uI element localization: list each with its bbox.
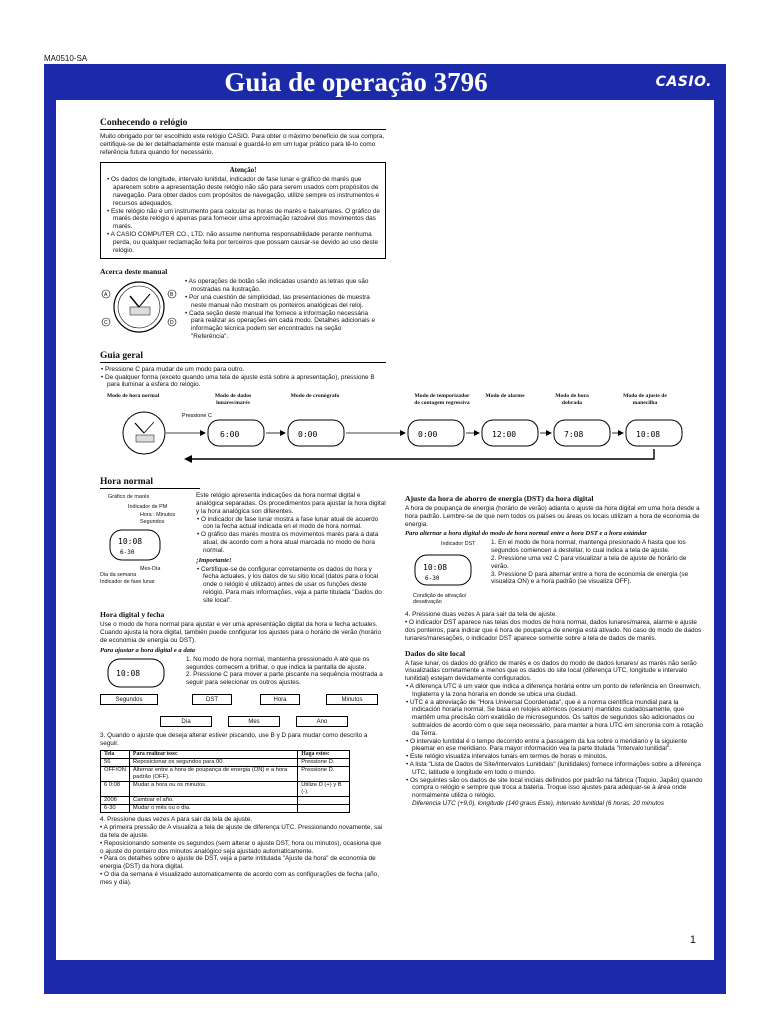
seconds-label: Segundos — [140, 519, 165, 526]
svg-text:B: B — [170, 292, 174, 299]
page-title: Guia de operação 3796 — [224, 67, 488, 97]
digital-step3: 3. Quando o ajuste que deseja alterar estiver piscando, use B y D para mudar como descrito a seguir. — [100, 731, 368, 747]
return-arrow — [184, 449, 654, 463]
digital-step: 2. Pressione C para mover a parte piscante na sequência mostrada a seguir para selecionar os outros ajustes. — [186, 671, 383, 687]
month-day-label: Mes-Día — [140, 566, 161, 573]
table-row: 56 Reposicionar os segundos para 00 Pressione D. — [101, 759, 350, 767]
mode-display — [626, 420, 682, 446]
timekeeping-item: • O gráfico das marés mostra os movimentos marés para a data atual, de acordo com a hora atual marcada no modo de hora normal. — [196, 531, 386, 554]
flow-step-day: Día — [160, 716, 212, 727]
attention-item: • A CASIO COMPUTER CO., LTD. não assume nenhuma responsabilidade perante nenhuma perda, ou qualquer reclamação feita por terceiros que possam causar-se devido ao uso deste relógio. — [106, 231, 380, 254]
digital-after: • Para os detalhes sobre o ajuste de DST, veja a parte intitulada "Ajuste da hora" de economia de energia (DST) da hora digital. — [100, 855, 376, 871]
intro-text: Muito obrigado por ter escolhido este relógio CASIO. Para obter o máximo benefício de sua compra, certifique-se de ler detalhadamente este manual e guardá-lo em um lugar prático para tê-lo como referência futura quando for necessário. — [100, 133, 385, 156]
dst-step: 3. Pressione D para alternar entre a hora de economia de energia (se visualiza ON) e a hora padrão (se visualiza OFF). — [491, 570, 689, 586]
arrow-icon — [540, 430, 552, 436]
general-item: • De qualquer forma (exceto quando uma tela de ajuste está sobre a apresentação), pressione B para iluminar a esfera do relógio. — [100, 374, 386, 390]
mode-display — [482, 420, 538, 446]
model-code: MA0510-SA — [44, 54, 88, 63]
mode-label-countdown: Modo de temporizador de contagem regressiva — [414, 393, 470, 406]
casio-logo: CASIO. — [655, 74, 712, 90]
mode-display — [208, 420, 264, 446]
dst-after: 4. Pressione duas vezes A para sair da tela de ajuste. — [405, 611, 558, 619]
setting-table — [100, 750, 350, 813]
local-item: • A diferença UTC é um valor que indica a diferença horária entre um ponto de referência en Greenwich, Inglaterra y la zona horaria en donde se ubica una ciudad. — [405, 683, 705, 699]
svg-text:6-30: 6-30 — [120, 549, 135, 557]
svg-text:0:00: 0:00 — [418, 430, 438, 440]
dst-step: 2. Pressione uma vez C para visualizar a tela de ajuste de horário de verão. — [491, 554, 687, 570]
arrow-icon — [612, 430, 624, 436]
mode-label-moon-tide: Modo de dados lunares/marés — [214, 393, 252, 406]
attention-item: • Os dados de longitude, intervalo lunitidal, indicador de fase lunar e gráfico de marés que aparecem sobre a apresentação deste relógio não são para serem usados com propósitos de navegação. Para obter dados com propósitos de navegação, utilize sempre os instrumentos e recursos adequados. — [106, 176, 380, 207]
mode-display — [408, 420, 464, 446]
dst-row — [405, 539, 705, 611]
local-defaults: Diferencia UTC (+9,0), longitude (140 graus Este), intervalo lunitidal (6 horas, 20 minutos — [412, 799, 665, 807]
digital-after: 4. Pressione duas vezes A para sair da tela de ajuste. — [100, 816, 253, 824]
local-text: A fase lunar, os dados do gráfico de marés e os dados do modo de dados lunares/ as marés não serão visualizadas corretamente a menos que os dados do site local (diferença UTC, longitude e intervalo lunitidal) estejam devidamente configurados. — [405, 659, 697, 683]
table-row: 2006 Cambiar el año. — [101, 797, 350, 805]
svg-text:C: C — [104, 320, 108, 327]
watch-face-icon — [100, 278, 178, 336]
dst-after: • O indicador DST aparece nas telas dos modos de hora normal, dados lunares/marea, alarme e ajuste dos ponteiros, para indicar que é hora de poupança de energia está ativado. No caso do modo de dados lunares/maresações, o indicador DST aparece somente sobre a tela de dados de marés. — [405, 619, 702, 642]
digital-steps — [186, 656, 386, 690]
watch-face-icon — [405, 551, 483, 591]
dst-heading: Ajuste da hora de ahorro de energia (DST) da hora digital — [405, 494, 594, 503]
mode-diagram — [100, 393, 700, 471]
local-item: • A lista "Lista de Dados de Site/Intervalos Lunitidais" (lunitidales) fornece informações sobre a diferença UTC, latitude e longitude em todo o mundo. — [405, 761, 705, 777]
pm-indicator-label: Indicador de PM — [128, 504, 168, 511]
day-of-week-label: Dia da semana — [100, 572, 137, 579]
svg-text:D: D — [170, 320, 174, 327]
digital-heading: Hora digital y fecha — [100, 610, 165, 620]
watch-face-icon — [100, 656, 180, 690]
important-title: ¡Importante! — [196, 556, 232, 564]
mode-display — [554, 420, 610, 446]
flow-step-year: Ano — [296, 716, 348, 727]
dst-indicator-label: Indicador DST — [441, 541, 476, 548]
arrow-icon — [466, 430, 480, 436]
about-heading: Acerca deste manual — [100, 267, 168, 277]
mode-label-dual-time: Modo de hora dobrada — [555, 393, 589, 406]
svg-text:A: A — [104, 292, 108, 299]
timekeeping-text — [196, 492, 386, 604]
digital-text: Use o modo de hora normal para ajustar e ver uma apresentação digital da hora e fecha actuales. Cuando ajusta la hora digital, también puede configurar los ajustes para o horário de verão (horário de economia de energia ou DST). — [100, 621, 382, 645]
dst-steps — [491, 539, 701, 611]
local-item: • UTC é a abreviação de "Hora Universal Coordenada", que é a norma científica mundial para la indicación horaria normal. Se basa en relojes atómicos (cesium) mantidos cuidadosamente, que mantêm uma precisão com exatidão de microsegundos. Os saltos de segundos são adicionados ou subtraídos de acordo com o que seja necessário, para manter a hora UTC em sincronia com a rotação da Terra. — [405, 699, 705, 738]
important-item: • Certifique-se de configurar corretamente os dados do hora y fecha actuales, y los datos de su sitio local (datos para o local onde o relógio é utilizado) antes de usar os funções deste relógio. Para mais informações, veja a parte titulada "Dados do site local". — [196, 566, 386, 605]
attention-box — [100, 162, 386, 259]
arrow-icon — [166, 430, 206, 436]
dst-text: A hora de poupança de energia (horário de verão) adianta o ajuste da hora digital em uma hora desde a hora padrão. Lembre-se de que nem todos os países ou áreas os locais utilizam a hora de economia de energia. — [405, 505, 700, 528]
digital-row — [100, 656, 386, 690]
about-item: • As operações de botão são indicadas usando as letras que são mostradas na ilustração. — [184, 278, 380, 294]
flow-step-month: Mes — [228, 716, 280, 727]
flow-step-minutes: Minutos — [326, 694, 378, 705]
mode-label-hand-setting: Modo de ajuste de manecilha — [623, 393, 667, 406]
timekeeping-row — [100, 492, 386, 604]
mode-label-alarm: Modo de alarme — [485, 393, 525, 400]
hour-minutes-label: Hora : Minutos — [140, 512, 176, 519]
timekeeping-intro: Este relógio apresenta indicações da hora normal digital e analógica separadas. Os procedimentos para ajustar la hora digital y la hora analógica son diferentes. — [196, 492, 386, 515]
table-row: 6-30 Mudar o mês ou o dia. — [101, 805, 350, 813]
digital-subheading: Para ajustar a hora digital e a data — [100, 646, 196, 654]
table-header: Haga estos: — [298, 751, 350, 759]
arrow-icon — [346, 430, 406, 436]
flow-step-dst: DST — [192, 694, 232, 705]
attention-title: Atenção! — [229, 166, 257, 175]
about-row — [100, 278, 386, 340]
intro-heading: Conhecendo o relógio — [100, 118, 386, 130]
about-item: • Por una cuestión de simplicidad, las presentaciones de muestra neste manual não mostram os ponteiros analógicas del reloj. — [184, 294, 380, 310]
digital-step: 1. No modo de hora normal, mantenha pressionado A até que os segundos comecem a brilhar, o que indica la pantalla de ajuste. — [186, 655, 370, 671]
digital-after: • O dia da semana é visualizado automaticamente de acordo com as configurações de fecha (año, mes y día). — [100, 871, 379, 886]
svg-text:10:08: 10:08 — [118, 537, 143, 547]
watch-face-icon — [100, 526, 170, 566]
right-column — [405, 492, 705, 808]
svg-text:6-30: 6-30 — [425, 575, 440, 583]
timekeeping-heading: Hora normal — [100, 477, 200, 489]
svg-text:6:00: 6:00 — [220, 430, 240, 440]
moon-phase-label: Indicador de fase lunar — [100, 579, 155, 586]
timekeeping-item: • O indicador de fase lunar mostra a fase lunar atual de acuerdo con la fecha actual indicada en el modo de hora normal. — [196, 516, 386, 532]
table-row: OFF/ON Alternar entre a hora de poupança de energia (ON) e a hora padrão (OFF). Pressione D. — [101, 767, 350, 782]
dst-figure — [405, 539, 485, 611]
page-number: 1 — [689, 934, 696, 946]
table-header: Para realizar isso: — [129, 751, 297, 759]
local-item: • O intervalo lunitidal é o tempo decorrido entre a passagem da lua sobre o meridiano y la siguiente pleamar en ese meridiano. Para mayor información vea la parte titulada "Intervalo lunitidal". — [405, 738, 705, 754]
attention-item: • Este relógio não é um instrumento para calcular as horas de marés e baixamares. O gráfico de marés deste relógio é apenas para fornecer uma aproximação razoável dos movimentos das marés. — [106, 208, 380, 231]
local-item: • Este relógio visualiza intervalos lunais em termos de horas e minutos. — [405, 753, 705, 761]
table-row: 6 0:08 Mudar a hora ou os minutos. Utilize D (+) y B (-). — [101, 782, 350, 797]
svg-text:7:08: 7:08 — [564, 430, 584, 440]
arrow-icon — [266, 430, 286, 436]
mode-flow-svg — [100, 409, 700, 469]
svg-text:12:00: 12:00 — [492, 430, 517, 440]
local-heading: Dados do site local — [405, 648, 466, 658]
general-heading: Guia geral — [100, 351, 386, 363]
watch-face-icon — [123, 412, 165, 454]
mode-label-timekeeping: Modo de hora normal — [106, 393, 160, 400]
dst-subheading: Para alternar a hora digital do modo de hora normal entre a hora DST e a hora estándar — [405, 530, 647, 538]
timekeeping-figure — [100, 492, 190, 588]
press-c-label: Pressione C — [182, 413, 212, 420]
dst-on-off-label: Condição de ativação/ desativação — [413, 593, 467, 606]
digital-after: • A primeira pressão de A visualiza a tela de ajuste de diferença UTC. Pressionando novamente, sai da tela de ajuste. — [100, 824, 383, 840]
table-header: Tela — [101, 751, 130, 759]
svg-text:10:08: 10:08 — [423, 563, 448, 573]
digital-after: • Reposicionando somente os segundos (sem alterar o ajuste DST, hora ou minutos), ocasiona que o ajuste do ponteiro dos minutos analógico seja ajustado automaticamente. — [100, 839, 382, 855]
mode-display — [288, 420, 344, 446]
flow-step-seconds: Segundos — [100, 694, 158, 705]
svg-text:0:00: 0:00 — [298, 430, 318, 440]
mode-label-stopwatch: Modo de cronógrafo — [290, 393, 340, 400]
setting-sequence — [100, 694, 363, 728]
svg-text:10:08: 10:08 — [116, 668, 141, 678]
dst-step: 1. En el modo de hora normal, mantenga presionado A hasta que los segundos comiencen a destellar, lo cual indica a tela de ajuste. — [491, 539, 686, 555]
flow-step-hour: Hora — [260, 694, 300, 705]
tide-graph-label: Gráfico de marés — [108, 494, 150, 501]
svg-text:10:08: 10:08 — [636, 430, 661, 440]
general-item: • Pressione C para mudar de um modo para outro. — [100, 366, 386, 374]
about-item: • Cada seção deste manual lhe fornece a informação necessária para realizar as operações em cada modo. Detalhes adicionais e informação técnica podem ser encontrados na seção "Referência". — [184, 310, 380, 341]
local-item: • Os seguintes são os dados de site local iniciais definidos por padrão na fábrica (Toquio, Japão) quando compra o relógio e sempre que troca a bateria. Troque isso ajustes para adequar-se à área onde normalmente utiliza o relógio. — [405, 777, 705, 800]
